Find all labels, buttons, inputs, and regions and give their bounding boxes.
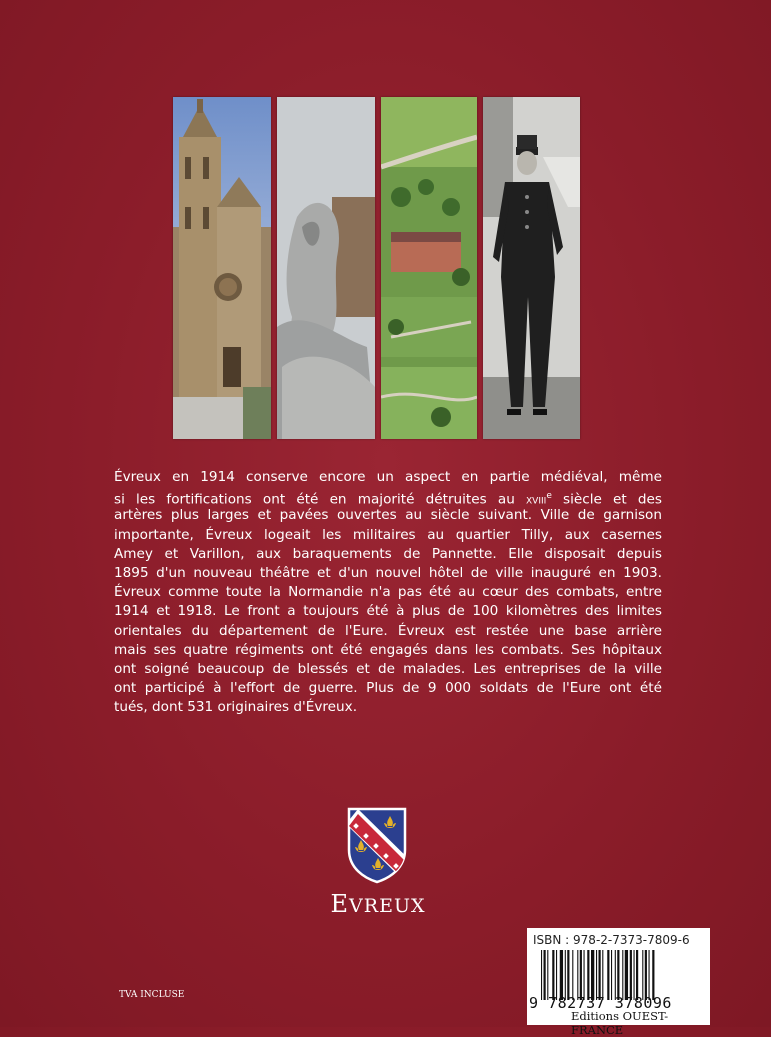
text-line: orientales du département de l'Eure. Évreux est restée une base arrière [114,622,662,639]
superscript: e [546,491,552,502]
isbn-label: ISBN : 978-2-7373-7809-6 [533,933,690,947]
city-rest: VREUX [349,895,426,917]
text-line [114,487,662,506]
barcode-icon [533,950,704,1000]
text-line: ont participé à l'effort de guerre. Plus de 9 000 soldats de l'Eure ont été [114,680,662,697]
text-line: mais ses quatre régiments ont été engagés dans les combats. Ses hôpitaux [114,641,662,658]
city-name [300,890,456,918]
sculpture-photo [277,97,375,439]
text-line: artères plus larges et pavées ouvertes au siècle suivant. Ville de garnison [114,507,662,524]
barcode-number: 9 782737 378096 [529,994,672,1012]
back-cover-text [114,468,662,717]
century-numeral: XVIII [526,496,547,507]
aerial-barracks-photo [381,97,477,439]
isbn-block [527,928,710,1037]
photo-strip [173,97,580,439]
text-line: ont soigné beaucoup de blessés et de malades. Les entreprises de la ville [114,660,662,677]
tva-label: TVA INCLUSE [119,990,185,1000]
text-line: Évreux comme toute la Normandie n'a pas été au cœur des combats, entre [114,584,662,601]
text-segment: siècle et des [551,491,662,508]
publisher-name: Editions OUEST-FRANCE [571,1009,669,1037]
text-line: tués, dont 531 originaires d'Évreux. [114,699,358,716]
city-initial: E [330,890,350,918]
text-line: importante, Évreux logeait les militaires au quartier Tilly, aux casernes [114,526,662,543]
text-line: 1895 d'un nouveau théâtre et d'un nouvel hôtel de ville inauguré en 1903. [114,564,662,581]
cathedral-photo [173,97,271,439]
evreux-coat-of-arms-icon [346,806,408,884]
officer-portrait-photo [483,97,580,439]
text-line: Amey et Varillon, aux baraquements de Pannette. Elle disposait depuis [114,545,662,562]
text-segment: si les fortifications ont été en majorité détruites au [114,491,527,508]
text-line: 1914 et 1918. Le front a toujours été à plus de 100 kilomètres des limites [114,603,662,620]
text-line: Évreux en 1914 conserve encore un aspect en partie médiéval, même [114,469,662,485]
